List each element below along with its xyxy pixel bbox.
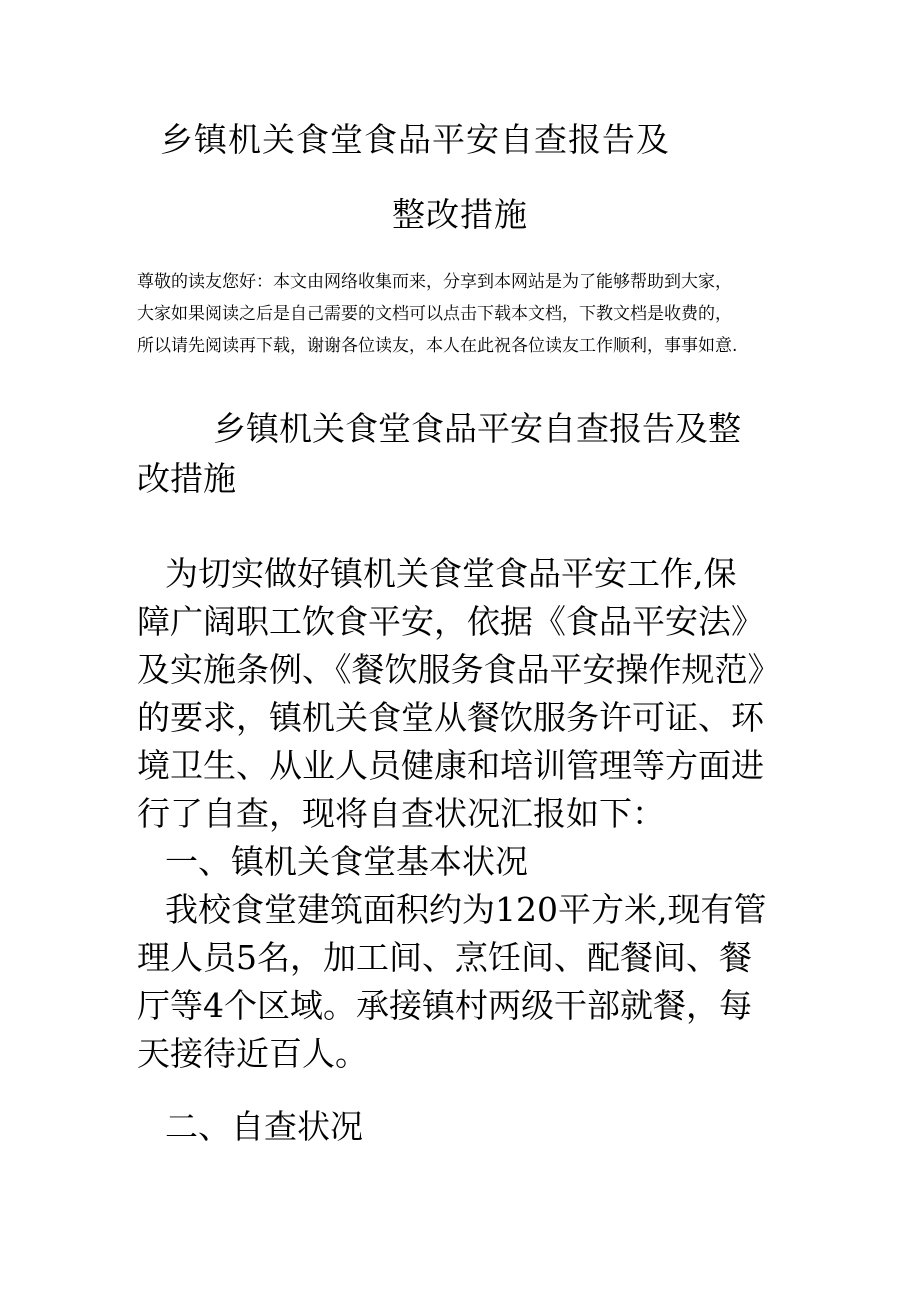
paragraph-line: 的要求，镇机关食堂从餐饮服务许可证、环 xyxy=(137,698,764,737)
paragraph-line: 理人员5名，加工间、烹饪间、配餐间、餐 xyxy=(137,938,752,977)
reader-notice-line: 尊敬的读友您好：本文由网络收集而来，分享到本网站是为了能够帮助到大家， xyxy=(137,272,732,292)
paragraph-line: 厅等4个区域。承接镇村两级干部就餐，每 xyxy=(137,986,752,1025)
paragraph-line: 障广阔职工饮食平安，依据《食品平安法》 xyxy=(137,602,764,641)
section-heading-line-2: 改措施 xyxy=(137,459,236,498)
reader-notice-line: 所以请先阅读再下载，谢谢各位读友，本人在此祝各位读友工作顺利，事事如意. xyxy=(137,336,738,356)
paragraph-line: 我校食堂建筑面积约为120平方米,现有管 xyxy=(165,890,767,929)
body-text xyxy=(137,550,787,1078)
paragraph-line: 境卫生、从业人员健康和培训管理等方面进 xyxy=(137,746,764,785)
subsection-heading: 一、镇机关食堂基本状况 xyxy=(165,842,528,881)
paragraph-line: 及实施条例、《餐饮服务食品平安操作规范》 xyxy=(137,650,781,689)
subsection-heading-2: 二、自查状况 xyxy=(165,1107,363,1146)
reader-notice-line: 大家如果阅读之后是自己需要的文档可以点击下载本文档，下教文档是收费的， xyxy=(137,304,732,324)
section-heading xyxy=(137,404,777,504)
paragraph-line: 行了自查，现将自查状况汇报如下： xyxy=(137,794,665,833)
reader-notice xyxy=(137,266,797,362)
document-title-line-2: 整改措施 xyxy=(392,195,528,234)
paragraph-line: 天接待近百人。 xyxy=(137,1034,368,1073)
section-heading-line-1: 乡镇机关食堂食品平安自查报告及整 xyxy=(213,409,741,448)
paragraph-line: 为切实做好镇机关食堂食品平安工作,保 xyxy=(165,554,737,593)
document-title-line-1: 乡镇机关食堂食品平安自查报告及 xyxy=(160,120,670,159)
